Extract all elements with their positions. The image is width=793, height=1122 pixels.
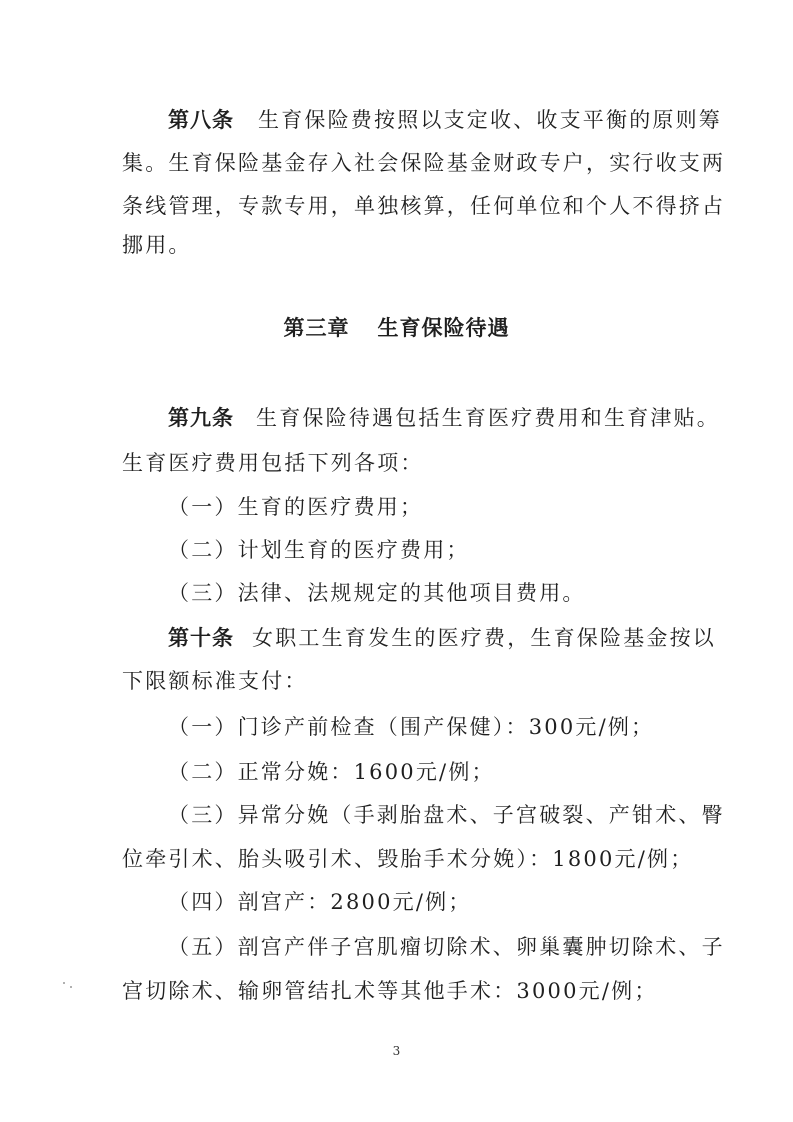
article-10-item-3-cont: 位牵引术、胎头吸引术、毁胎手术分娩）：1800元/例；	[122, 847, 694, 871]
chapter-number: 第三章	[283, 315, 350, 340]
chapter-heading	[0, 313, 793, 343]
article-9-item-1: （一）生育的医疗费用；	[168, 495, 424, 519]
article-10-item-2: （二）正常分娩：1600元/例；	[168, 760, 495, 784]
article-10-item-3: （三）异常分娩（手剥胎盘术、子宫破裂、产钳术、臀	[168, 803, 725, 827]
article-10-line-1	[168, 623, 716, 653]
article-8-line-4: 挪用。	[122, 233, 192, 257]
article-10-text-1: 女职工生育发生的医疗费，生育保险基金按以	[252, 626, 716, 650]
article-8-line-1	[168, 105, 722, 135]
article-10-line-2: 下限额标准支付：	[122, 669, 308, 693]
article-9-item-3: （三）法律、法规规定的其他项目费用。	[168, 581, 586, 605]
article-9-line-2: 生育医疗费用包括下列各项：	[122, 451, 424, 475]
article-8-heading: 第八条	[168, 107, 234, 132]
article-9-line-1	[168, 403, 720, 433]
article-8-text-1: 生育保险费按照以支定收、收支平衡的原则筹	[258, 108, 722, 132]
article-10-item-5: （五）剖宫产伴子宫肌瘤切除术、卵巢囊肿切除术、子	[168, 935, 725, 959]
scan-speck	[63, 982, 65, 984]
article-8-line-3: 条线管理，专款专用，单独核算，任何单位和个人不得挤占	[122, 194, 726, 218]
article-9-text-1: 生育保险待遇包括生育医疗费用和生育津贴。	[256, 406, 720, 430]
article-9-item-2: （二）计划生育的医疗费用；	[168, 538, 470, 562]
article-10-item-5-cont: 宫切除术、输卵管结扎术等其他手术：3000元/例；	[122, 979, 658, 1003]
article-10-item-4: （四）剖宫产：2800元/例；	[168, 890, 472, 914]
article-9-heading: 第九条	[168, 405, 234, 430]
scan-speck	[70, 986, 72, 988]
article-8-line-2: 集。生育保险基金存入社会保险基金财政专户，实行收支两	[122, 151, 726, 175]
page-number: 3	[392, 1044, 401, 1058]
article-10-item-1: （一）门诊产前检查（围产保健）：300元/例；	[168, 715, 655, 739]
article-10-heading: 第十条	[168, 625, 234, 650]
chapter-title: 生育保险待遇	[377, 315, 510, 340]
